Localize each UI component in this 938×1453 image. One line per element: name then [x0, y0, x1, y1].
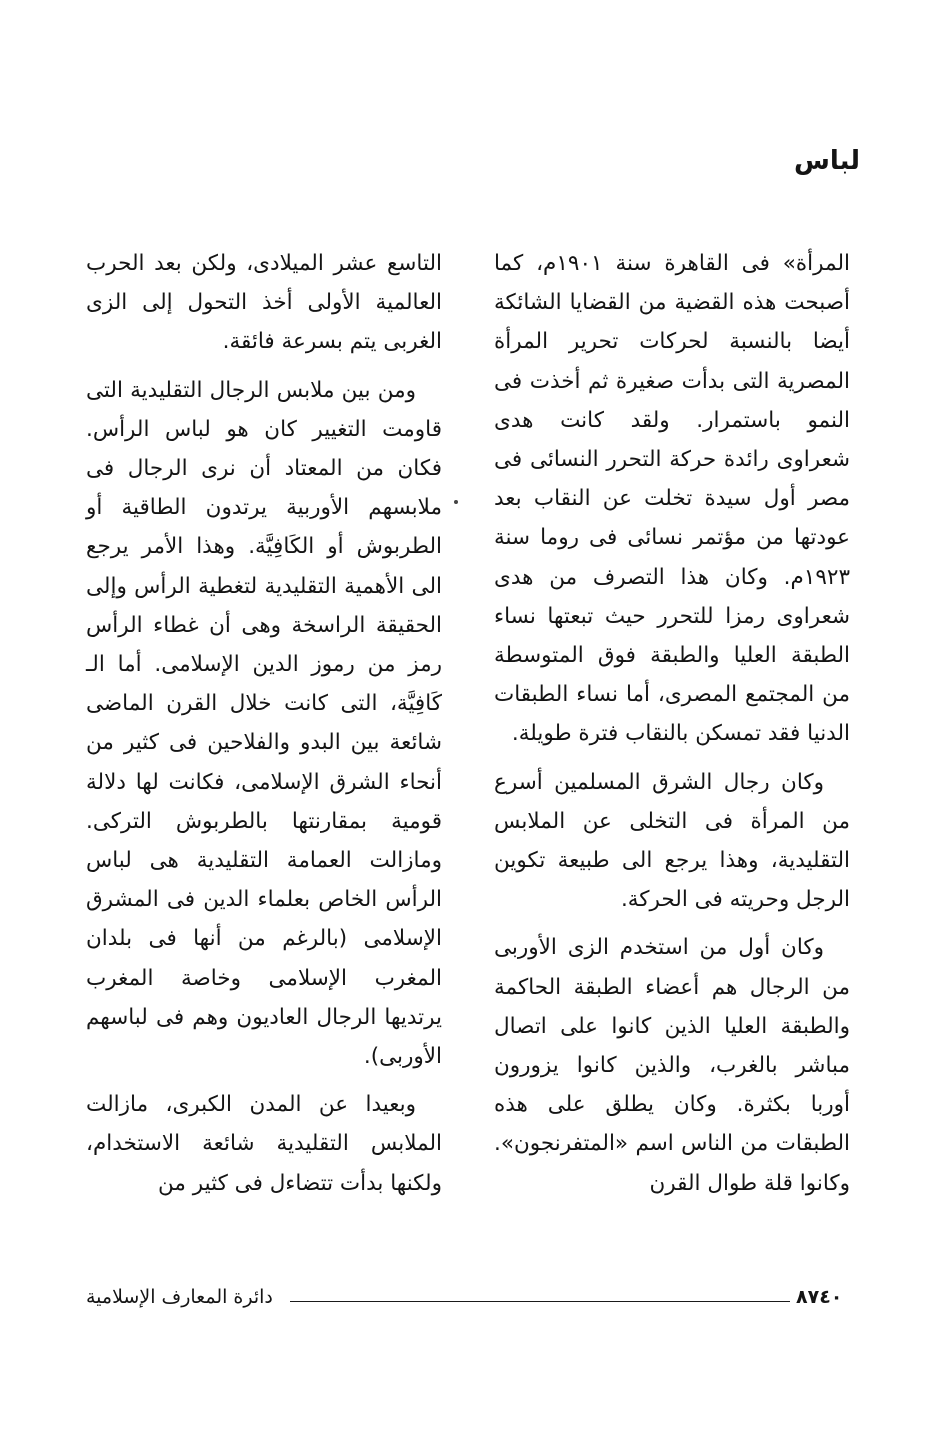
text-column-right [494, 244, 850, 1203]
footer-rule [290, 1301, 790, 1302]
paragraph: وكان رجال الشرق المسلمين أسرع من المرأة فى التخلى عن الملابس التقليدية، وهذا يرجع الى طبيعة تكوين الرجل وحريته فى الحركة. [494, 769, 850, 913]
paragraph: التاسع عشر الميلادى، ولكن بعد الحرب العالمية الأولى أخذ التحول إلى الزى الغربى يتم بسرعة فائقة. [86, 251, 442, 355]
paragraph: ومن بين ملابس الرجال التقليدية التى قاومت التغيير كان هو لباس الرأس. فكان من المعتاد أن نرى الرجال فى ملابسهم الأوربية يرتدون الطاقية أو الطربوش أو الكَافِيَّة. وهذا الأمر يرجع الى الأهمية التقليدية لتغطية الرأس وإلى الحقيقة الراسخة وهى أن غطاء الرأس رمز من رموز الدين الإسلامى. أما الـ كَافِيَّة، التى كانت خلال القرن الماضى شائعة بين البدو والفلاحين فى كثير من أنحاء الشرق الإسلامى، فكانت لها دلالة قومية بمقارنتها بالطربوش التركى. ومازالت العمامة التقليدية هى لباس الرأس الخاص بعلماء الدين فى المشرق الإسلامى (بالرغم من أنها فى بلدان المغرب الإسلامى وخاصة المغرب يرتديها الرجال العاديون وهم فى لباسهم الأوربى). [86, 377, 442, 1070]
page-footer [0, 1286, 938, 1316]
paragraph: المرأة» فى القاهرة سنة ١٩٠١م، كما أصبحت هذه القضية من القضايا الشائكة أيضا بالنسبة لحركات تحرير المرأة المصرية التى بدأت صغيرة ثم أخذت فى النمو باستمرار. ولقد كانت هدى شعراوى رائدة حركة التحرر النسائى فى مصر أول سيدة تخلت عن النقاب بعد عودتها من مؤتمر نسائى فى روما سنة ١٩٢٣م. وكان هذا التصرف من هدى شعراوى رمزا للتحرر حيث تبعتها نساء الطبقة العليا والطبقة فوق المتوسطة من المجتمع المصرى، أما نساء الطبقات الدنيا فقد تمسكن بالنقاب فترة طويلة. [494, 251, 850, 747]
scan-speck [454, 500, 458, 504]
footer-title: دائرة المعارف الإسلامية [86, 1286, 273, 1308]
text-column-left [86, 244, 442, 1203]
running-head: لباس [793, 146, 860, 176]
paragraph: وكان أول من استخدم الزى الأوربى من الرجال هم أعضاء الطبقة الحاكمة والطبقة العليا الذين كانوا على اتصال مباشر بالغرب، والذين كانوا يزورون أوربا بكثرة. وكان يطلق على هذه الطبقات من الناس اسم «المتفرنجون». وكانوا قلة طوال القرن [494, 935, 850, 1196]
paragraph: وبعيدا عن المدن الكبرى، مازالت الملابس التقليدية شائعة الاستخدام، ولكنها بدأت تتضاءل فى كثير من [86, 1092, 442, 1196]
page-number: ٨٧٤٠ [796, 1286, 843, 1308]
